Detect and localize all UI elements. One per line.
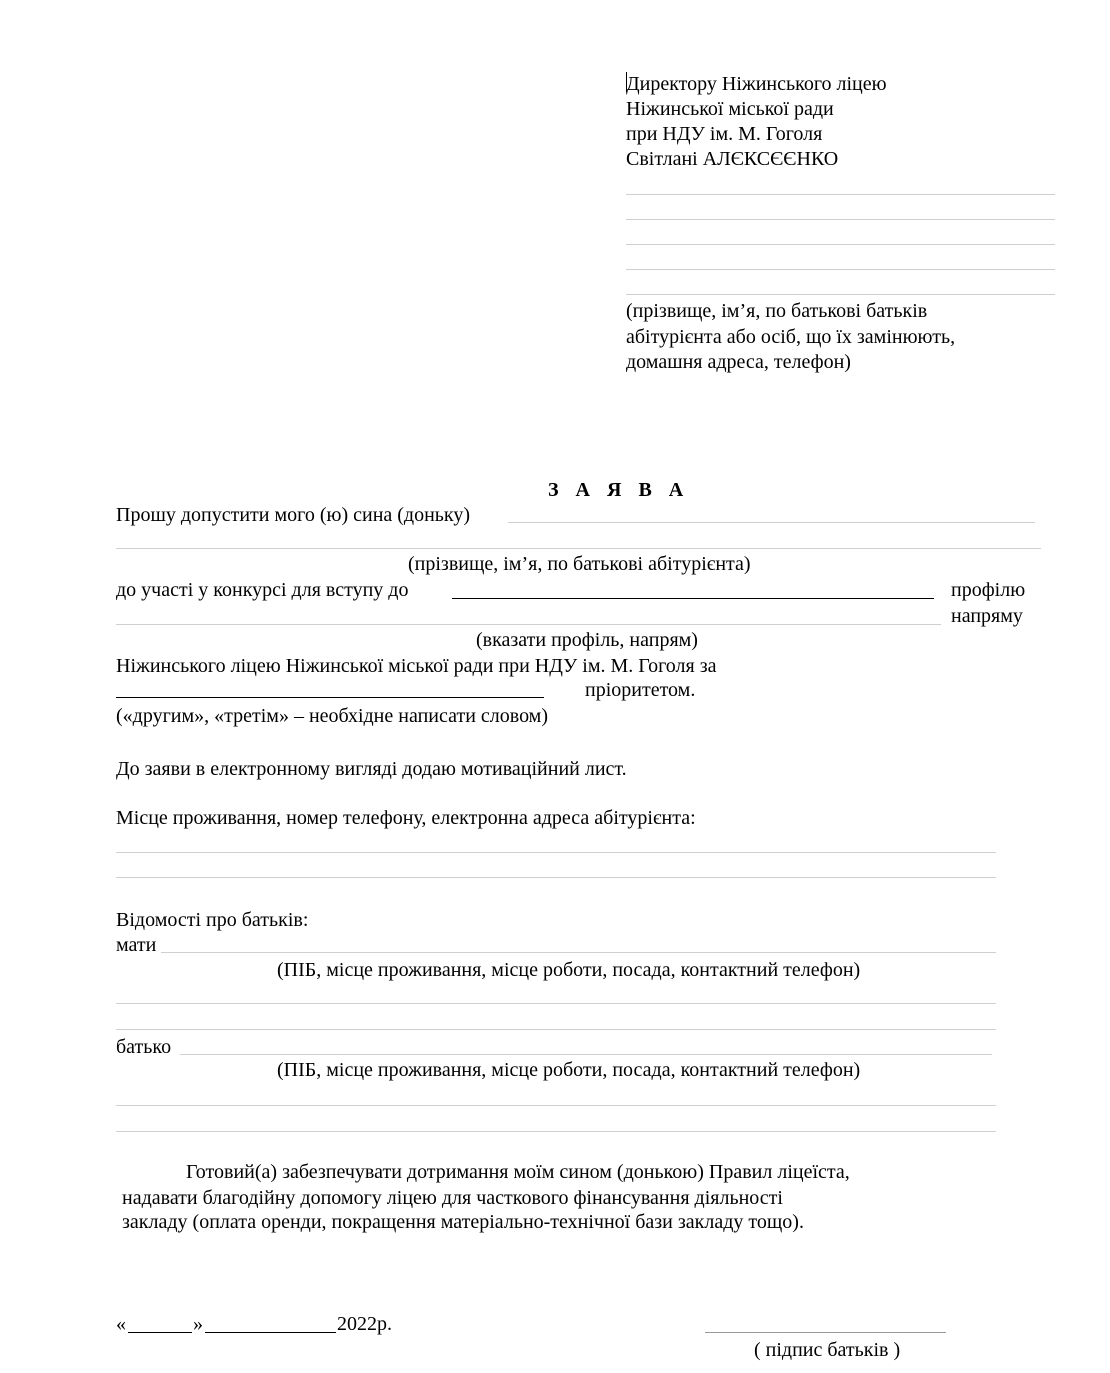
direction-word: напряму (951, 605, 1023, 627)
applicant-fill-line-3[interactable] (626, 244, 1055, 245)
profile-word: профілю (951, 579, 1026, 601)
addressee-line-2: Ніжинської міської ради (626, 98, 834, 120)
applicant-fill-line-2[interactable] (626, 219, 1055, 220)
attachment-line: До заяви в електронному вигляді додаю мотиваційний лист. (116, 758, 627, 780)
father-fill-line[interactable] (180, 1054, 992, 1055)
date-quote-close: » (193, 1313, 203, 1335)
mother-caption: (ПІБ, місце проживання, місце роботи, посада, контактний телефон) (277, 959, 861, 981)
priority-fill-line[interactable] (116, 697, 544, 698)
priority-hint: («другим», «третім» – необхідне написати словом) (116, 705, 549, 727)
date-month-fill-line[interactable] (205, 1332, 336, 1333)
father-caption: (ПІБ, місце проживання, місце роботи, посада, контактний телефон) (277, 1059, 861, 1081)
address-fill-line-1[interactable] (116, 852, 996, 853)
signature-fill-line[interactable] (705, 1332, 946, 1333)
profile-caption: (вказати профіль, напрям) (476, 629, 698, 651)
direction-fill-line[interactable] (116, 624, 941, 625)
contest-line: до участі у конкурсі для вступу до (116, 579, 409, 601)
applicant-fill-line-4[interactable] (626, 269, 1055, 270)
school-line: Ніжинського ліцею Ніжинської міської ради при НДУ ім. М. Гоголя за (116, 655, 717, 677)
student-name-fill-line[interactable] (508, 522, 1035, 523)
signature-caption: ( підпис батьків ) (754, 1339, 901, 1361)
date-quote-open: « (116, 1313, 126, 1335)
father-label: батько (116, 1036, 172, 1058)
profile-fill-line[interactable] (452, 598, 934, 599)
applicant-fill-line-5[interactable] (626, 294, 1055, 295)
applicant-caption-line-3: домашня адреса, телефон) (626, 351, 851, 373)
student-caption: (прізвище, ім’я, по батькові абітурієнта) (408, 553, 751, 575)
applicant-fill-line-1[interactable] (626, 194, 1055, 195)
applicant-caption-line-2: абітурієнта або осіб, що їх замінюють, (626, 326, 956, 348)
addressee-line-3: при НДУ ім. М. Гоголя (626, 123, 823, 145)
mother-fill-line[interactable] (161, 952, 996, 953)
student-name-fill-line-2[interactable] (116, 548, 1041, 549)
mother-fill-line-3[interactable] (116, 1029, 996, 1030)
father-fill-line-2[interactable] (116, 1105, 996, 1106)
document-title: З А Я В А (548, 479, 690, 501)
addressee-line-1: Директору Ніжинського ліцею (626, 73, 887, 95)
father-fill-line-3[interactable] (116, 1131, 996, 1132)
mother-label: мати (116, 934, 157, 956)
date-day-fill-line[interactable] (128, 1332, 192, 1333)
mother-fill-line-2[interactable] (116, 1003, 996, 1004)
commitment-line-1: Готовий(а) забезпечувати дотримання моїм сином (донькою) Правил ліцеїста, (186, 1161, 850, 1183)
parents-heading: Відомості про батьків: (116, 909, 309, 931)
address-fill-line-2[interactable] (116, 877, 996, 878)
priority-word: пріоритетом. (585, 679, 696, 701)
request-line: Прошу допустити мого (ю) сина (доньку) (116, 504, 471, 526)
date-year: 2022р. (337, 1313, 392, 1335)
applicant-caption-line-1: (прізвище, ім’я, по батькові батьків (626, 300, 928, 322)
commitment-line-3: закладу (оплата оренди, покращення матеріально-технічної бази закладу тощо). (122, 1211, 804, 1233)
addressee-line-4: Світлані АЛЄКСЄЄНКО (626, 148, 839, 170)
address-line: Місце проживання, номер телефону, електронна адреса абітурієнта: (116, 807, 696, 829)
commitment-line-2: надавати благодійну допомогу ліцею для часткового фінансування діяльності (122, 1187, 783, 1209)
